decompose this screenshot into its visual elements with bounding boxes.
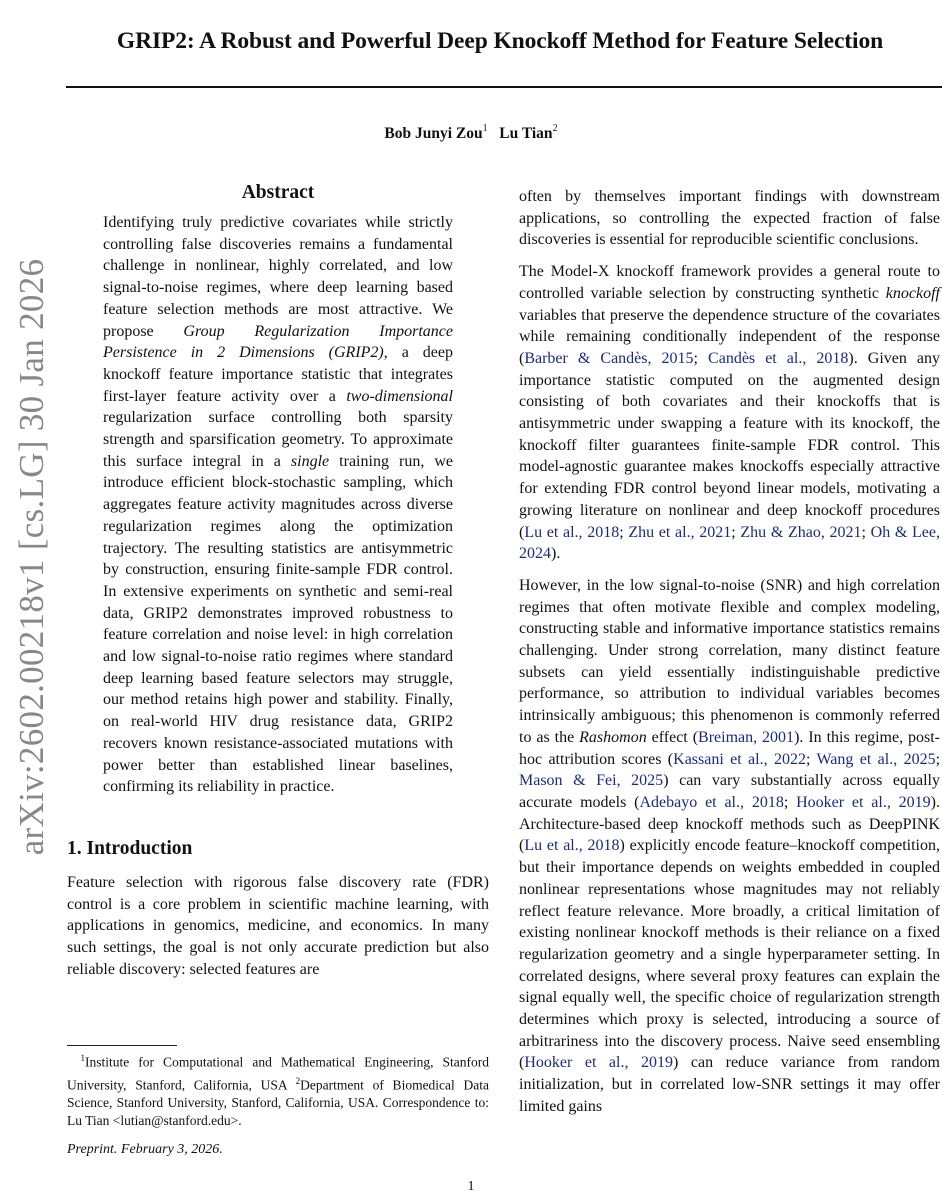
citation-link[interactable]: Breiman, 2001 [698,728,795,746]
abstract-emphasis: single [290,452,330,470]
abstract-text: training run, we introduce efficient block-stochastic sampling, which aggregates feature activity magnitudes across diverse regularization regimes along the optimization trajectory. The resulting statistics are antisymmetric by construction, ensuring finite-sample FDR control. In extensive experiments on synthetic and semi-real data, GRIP2 demonstrates improved robustness to feature correlation and noise level: in high correlation and low signal-to-noise ratio regimes where standard deep learning based feature selectors may struggle, our method retains high power and stability. Finally, on real-world HIV drug resistance data, GRIP2 recovers known resistance-associated mutations with power better than established linear baselines, confirming its reliability in practice. [103,452,454,796]
citation-link[interactable]: Zhu & Zhao, 2021 [740,523,862,541]
author-name: Bob Junyi Zou [384,125,483,143]
left-column [67,182,489,981]
footnote-mark: 1 [80,1053,85,1063]
text: However, in the low signal-to-noise (SNR) and high correlation regimes that often motivate flexible and complex modeling, constructing stable and informative importance statistics remains challenging. Under strong correlation, many distinct feature subsets can yield essentially indistinguishable predictive performance, so attribution to individual variables becomes intrinsically ambiguous; this phenomenon is commonly referred to as the [519,576,940,746]
text: ) can reduce variance from random initialization, but in correlated low-SNR settings it may offer limited gains [519,1054,941,1115]
emphasis: knockoff [885,284,940,302]
author-list [0,124,942,143]
citation-link[interactable]: Kassani et al., 2022 [673,750,806,768]
author-name: Lu Tian [499,125,553,143]
page-number: 1 [467,1179,475,1194]
section-heading-introduction: 1. Introduction [67,837,193,859]
abstract-text: Identifying truly predictive covariates while strictly controlling false discoveries remains a fundamental challenge in nonlinear, highly correlated, and low signal-to-noise regimes, where deep learning based feature selection methods are most attractive. We propose [103,214,453,340]
citation-link[interactable]: Zhu et al., 2021 [628,523,732,541]
paper-title: GRIP2: A Robust and Powerful Deep Knockoff Method for Feature Selection [116,28,884,54]
arxiv-stamp[interactable]: arXiv:2602.00218v1 [cs.LG] 30 Jan 2026 [12,258,51,856]
abstract-text: regularization surface controlling both sparsity strength and sparsification geometry. To approximate this surface integral in a [103,409,453,470]
text: ). [551,545,561,563]
citation-link[interactable]: Lu et al., 2018 [524,523,620,541]
intro-paragraph [519,575,940,1118]
citation-link[interactable]: Hooker et al., 2019 [524,1054,674,1072]
affiliation-footnote [67,1049,489,1130]
emphasis: Rashomon [579,728,647,746]
citation-link[interactable]: Oh & Lee, 2024 [519,523,940,563]
text: ; [731,523,741,541]
text: ; [693,349,709,367]
text: ; [805,750,817,768]
citation-link[interactable]: Barber & Candès, 2015 [524,349,694,367]
abstract-body [103,212,453,798]
footnote-mark: 2 [295,1075,301,1086]
abstract-emphasis: two-dimensional [346,387,453,405]
citation-link[interactable]: Candès et al., 2018 [708,349,849,367]
citation-link[interactable]: Wang et al., 2025 [816,750,936,768]
text: ; [861,523,871,541]
abstract-text: , a deep knockoff feature importance statistic that integrates first-layer feature activity over a [103,344,453,405]
text: ). Architecture-based deep knockoff methods such as DeepPINK ( [519,793,940,855]
text: ; [783,793,797,811]
intro-paragraph [519,261,940,565]
text: effect ( [646,728,699,746]
footnote-rule [67,1045,177,1046]
abstract-heading: Abstract [241,182,315,203]
text: The Model-X knockoff framework provides a general route to controlled variable selection by constructing synthetic [519,263,940,302]
footnote-text: Department of Biomedical Data Science, Stanford University, Stanford, California, USA. Correspondence to: Lu Tian <lutian@stanford.edu>. [67,1077,490,1128]
affiliation-mark: 2 [552,123,558,134]
title-rule [66,86,942,88]
text: ). In this regime, post-hoc attribution scores ( [519,728,941,768]
citation-link[interactable]: Lu et al., 2018 [524,837,620,855]
citation-link[interactable]: Adebayo et al., 2018 [639,793,784,811]
text: ; [935,750,941,768]
footnote-text: Institute for Computational and Mathematical Engineering, Stanford University, Stanford, California, USA [67,1054,489,1092]
text: ) can vary substantially across equally accurate models ( [519,772,940,811]
abstract-emphasis: Group Regularization Importance Persistence in 2 Dimensions (GRIP2) [103,322,453,362]
text: ). Given any importance statistic computed on the augmented design consisting of both covariates and their knockoffs that is antisymmetric under swapping a feature with its knockoff, the knockoff filter guarantees finite-sample FDR control. This model-agnostic guarantee makes knockoffs especially attractive for extending FDR control beyond linear models, motivating a growing literature on nonlinear and deep knockoff procedures ( [519,349,941,541]
intro-paragraph: Feature selection with rigorous false discovery rate (FDR) control is a core problem in scientific machine learning, with applications in genomics, medicine, and economics. In many such settings, the goal is not only accurate prediction but also reliable discovery: selected features are [67,873,489,978]
text: ) explicitly encode feature–knockoff competition, but their importance depends on weights embedded in coupled nonlinear representations whose magnitudes may not reliably reflect feature relevance. More broadly, a critical limitation of existing nonlinear knockoff methods is their reliance on a fixed regularization geometry and a single hyperparameter setting. In correlated designs, where several proxy features can explain the signal equally well, the specific choice of regularization strength determines which proxy is selected, introducing a source of arbitrariness into the discovery process. Naive seed ensembling ( [519,837,940,1072]
citation-link[interactable]: Hooker et al., 2019 [796,793,931,811]
intro-paragraph-continued: often by themselves important findings with downstream applications, so controlling the expected fraction of false discoveries is essential for reproducible scientific conclusions. [519,188,940,249]
text: variables that preserve the dependence structure of the covariates while remaining conditionally independent of the response ( [519,306,940,367]
right-column [519,186,940,1128]
text: ; [619,523,629,541]
preprint-note: Preprint. February 3, 2026. [67,1142,223,1157]
affiliation-mark: 1 [482,123,488,134]
citation-link[interactable]: Mason & Fei, 2025 [519,772,664,790]
